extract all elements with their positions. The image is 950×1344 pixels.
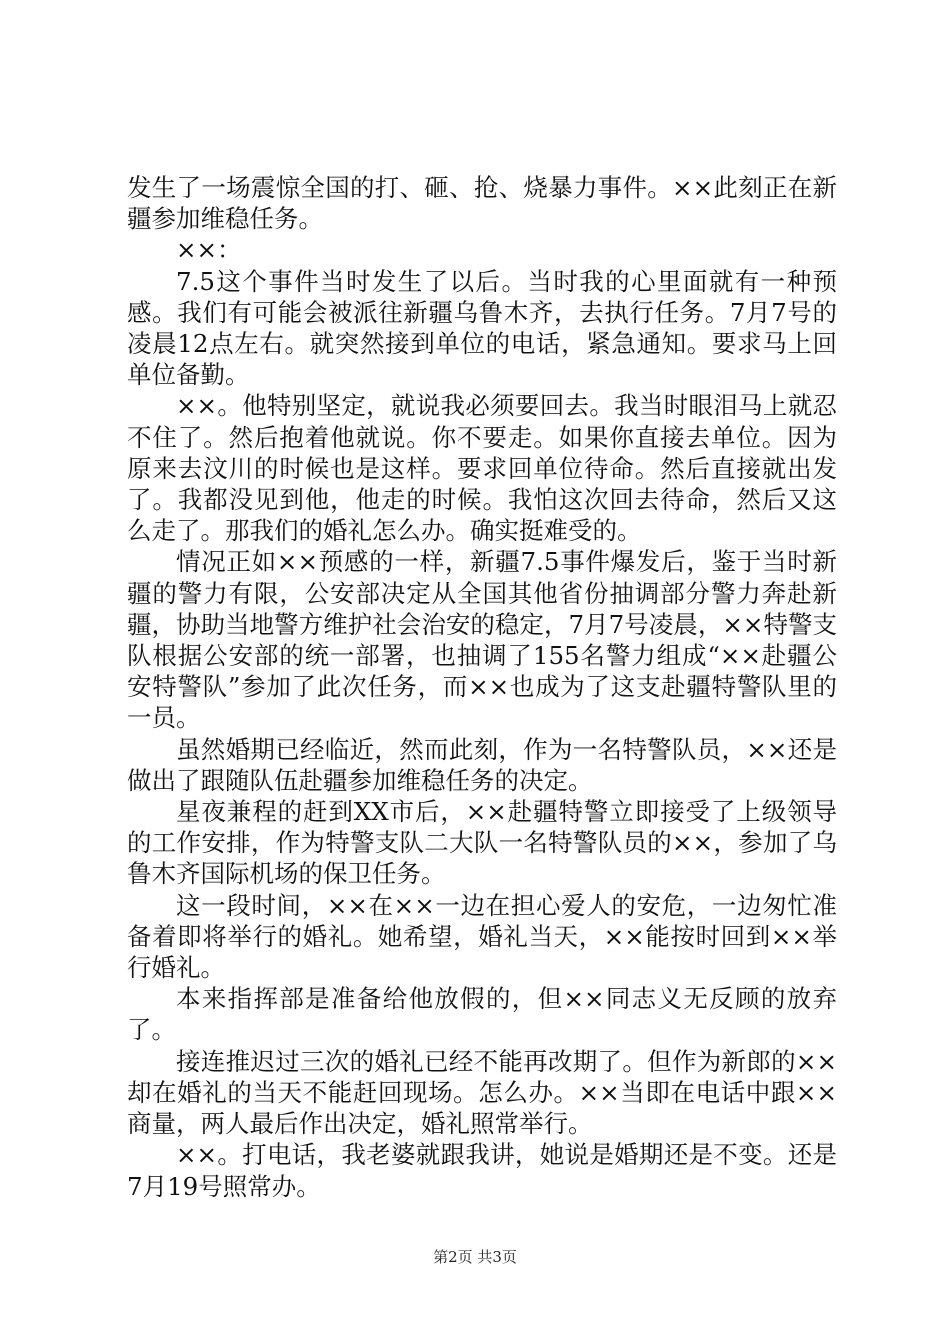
document-body: [127, 172, 837, 1202]
paragraph: 星夜兼程的赶到XX市后，××赴疆特警立即接受了上级领导的工作安排，作为特警支队二大队一名特警队员的××，参加了乌鲁木齐国际机场的保卫任务。: [127, 797, 837, 889]
paragraph: 这一段时间，××在××一边在担心爱人的安危，一边匆忙准备着即将举行的婚礼。她希望，婚礼当天，××能按时回到××举行婚礼。: [127, 890, 837, 983]
paragraph-continuation: 发生了一场震惊全国的打、砸、抢、烧暴力事件。××此刻正在新疆参加维稳任务。: [127, 173, 837, 234]
paragraph-speaker-label: ××：: [176, 235, 242, 265]
paragraph: ××。打电话，我老婆就跟我讲，她说是婚期还是不变。还是7月19号照常办。: [127, 1140, 837, 1201]
paragraph: 情况正如××预感的一样，新疆7.5事件爆发后，鉴于当时新疆的警力有限，公安部决定从全国其他省份抽调部分警力奔赴新疆，协助当地警方维护社会治安的稳定，7月7号凌晨，××特警支队根据公安部的统一部署，也抽调了155名警力组成“××赴疆公安特警队”参加了此次任务，而××也成为了这支赴疆特警队里的一员。: [127, 547, 837, 733]
paragraph: 虽然婚期已经临近，然而此刻，作为一名特警队员，××还是做出了跟随队伍赴疆参加维稳任务的决定。: [127, 734, 837, 795]
page-number-footer: 第2页 共3页: [433, 1248, 517, 1266]
paragraph: 7.5这个事件当时发生了以后。当时我的心里面就有一种预感。我们有可能会被派往新疆乌鲁木齐，去执行任务。7月7号的凌晨12点左右。就突然接到单位的电话，紧急通知。要求马上回单位备勤。: [127, 266, 837, 390]
paragraph: ××。他特别坚定，就说我必须要回去。我当时眼泪马上就忍不住了。然后抱着他就说。你不要走。如果你直接去单位。因为原来去汶川的时候也是这样。要求回单位待命。然后直接就出发了。我都没见到他，他走的时候。我怕这次回去待命，然后又这么走了。那我们的婚礼怎么办。确实挺难受的。: [127, 391, 837, 546]
paragraph: 本来指挥部是准备给他放假的，但××同志义无反顾的放弃了。: [127, 984, 837, 1045]
paragraph: 接连推迟过三次的婚礼已经不能再改期了。但作为新郎的××却在婚礼的当天不能赶回现场。怎么办。××当即在电话中跟××商量，两人最后作出决定，婚礼照常举行。: [127, 1046, 837, 1139]
